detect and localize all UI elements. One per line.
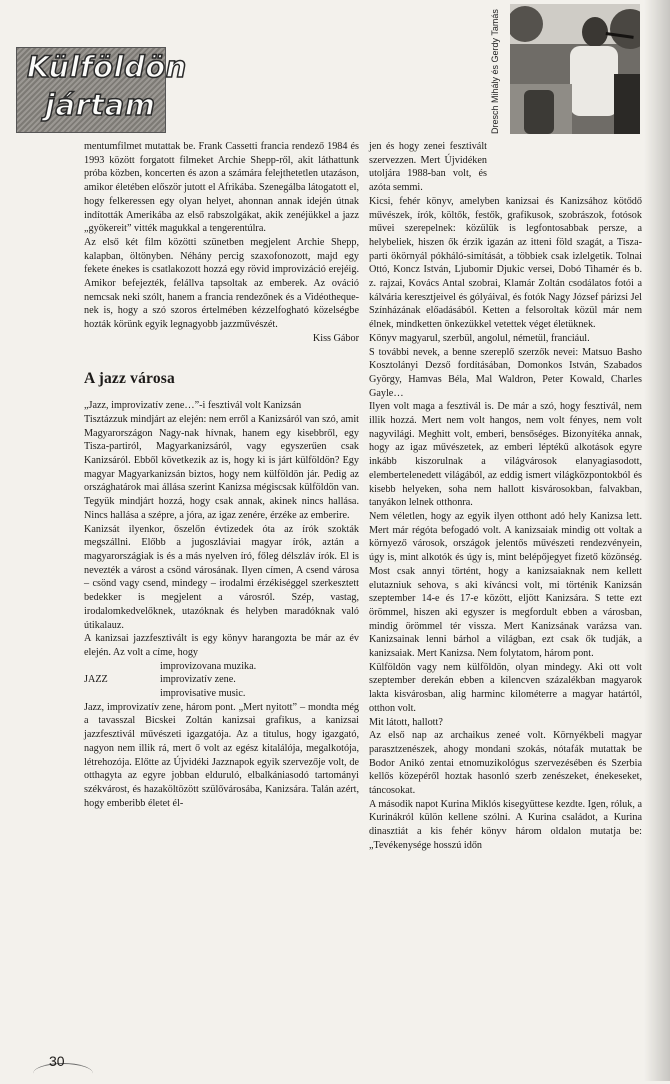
- poem-block: [84, 660, 359, 701]
- paragraph: Kanizsát ilyenkor, őszelőn évtizedek óta az írók szokták megszállni. Előbb a jugoszláviai magyar írók, aztán a magyarországiak is és a más nyelven író, főleg délszláv írók. El is nevezték a várost a csönd városának. Ilyen címen, A csend városa – csönd vagy csend, mindegy – irodalmi érzékiséggel szerkesztett bedekker is megjelent a városról. Szép, vastag, irodalomkedvelőknek, utazóknak és helyben maradóknak való útikalauz.: [84, 523, 359, 631]
- paragraph: Kicsi, fehér könyv, amelyben kanizsai és Kanizsához kötődő művészek, írók, költők, festők, grafikusok, szobrászok, fotósok művei szerepelnek: közülük is legfontosabbak persze, a helybeliek, hiszen ők érzik igazán az itteni föld szagát, a Tisza-parti ökörnyál pókháló-simítását, a többiek csak izlelgetik. Tolnai Ottó, Koncz István, Ljubomir Djukic versei, Dobó Tihamér és b. z. rajzai, Kovács Antal szobrai, Klamár Zoltán csodálatos fotói a kálvária keresztjeivel és gólyáival, és fotók Nagy József párizsi Jel Színházának előadásából. Ketten a felsoroltak közül már nem élnek, mindketten önkezükkel vetettek véget életüknek.: [369, 195, 642, 331]
- paragraph: A kanizsai jazzfesztivált is egy könyv harangozta be már az év elején. Az volt a címe, hogy: [84, 633, 359, 658]
- paragraph: A második napot Kurina Miklós kisegyüttese kezdte. Igen, róluk, a Kurinákról külön kellene szólni. A Kurina családot, a Kurina dinasztiát a kis fehér könyv három oldalon mutatja be: „Tevékenysége hosszú időn: [369, 798, 642, 851]
- left-column: [84, 140, 359, 810]
- photo-illustration: [510, 4, 640, 134]
- logo-text-line2: jártam: [45, 88, 156, 122]
- paragraph: Mit látott, hallott?: [369, 716, 443, 728]
- right-column: [369, 140, 642, 853]
- poem-line: improvizatív zene.: [160, 674, 236, 686]
- page-number: 30: [49, 1053, 65, 1069]
- poem-line: improvizovana muzika.: [160, 660, 257, 672]
- paragraph: Nem véletlen, hogy az egyik ilyen otthont adó hely Kanizsa lett. Mert már régóta befogadó volt. A kanizsaiak mindig ott voltak a környező városok, országok jelentős művészeti rendezvényein, úgy is, mint alkotók és úgy is, mint belépőjegyet fizető közönség. Most csak annyi történt, hogy a kanizsaiaknak nem kellett elutazniuk sehova, s aki kíváncsi volt, mi történik Kanizsán szeptember 14-e és 17-e között, eljött Kanizsára. S tette ezt örömmel, hiszen aki egyszer is megfordult ebben a városban, mindig örömmel tér vissza. Mert Kanizsának varázsa van. Kanizsainak lenni bárhol a világban, ezt csak ők tudják, a kanizsaiak. Mert Kanizsa. Nem folytatom, három pont.: [369, 510, 642, 660]
- photo-credit: Dresch Mihály és Gerdy Tamás: [490, 9, 500, 134]
- musician-photo: [510, 4, 640, 134]
- poem-line-row: [84, 673, 359, 687]
- page-edge-shadow: [644, 0, 670, 1081]
- poem-jazz-label: JAZZ: [84, 674, 108, 686]
- paragraph: Ilyen volt maga a fesztivál is. De már a szó, hogy fesztivál, nem illik hozzá. Mert nem volt hangos, nem volt fényes, nem volt nagyvilági. Meghitt volt, emberi, bensőséges. Bizonyítéka annak, hogy az igaz művészetek, az emberi léptékű alkotások egyre inkább kiszorulnak a világvárosok elanyagiasodott, elembertelenedett világából, az eddig ismert világközpontokból és kisebb helyeken, soha nem hallott kisvárosokban, falvakban, tanyákon lelnek otthonra.: [369, 401, 642, 509]
- paragraph: S további nevek, a benne szereplő szerzők nevei: Matsuo Basho Kosztolányi Dezső fordításában, Domonkos István, Szabados György, Hamvas Béla, Mal Waldron, Peter Kowald, Charles Gayle…: [369, 346, 642, 399]
- paragraph: Könyv magyarul, szerbül, angolul, németül, franciául.: [369, 332, 590, 344]
- author-signature: Kiss Gábor: [312, 332, 359, 344]
- poem-line: improvisative music.: [160, 688, 246, 700]
- paragraph: Az első nap az archaikus zeneé volt. Környékbeli magyar parasztzenészek, ahogy mondani szokás, nótafák mutattak be Bodor Anikó zentai etnomuzikológus szervezésében és Szerbia kellős közepéről hoztak hasonló szerb zenészeket, énekeseket, táncosokat.: [369, 730, 642, 797]
- article-title: A jazz városa: [84, 369, 175, 387]
- article-subtitle: „Jazz, improvizatív zene…”-i fesztivál volt Kanizsán: [84, 400, 302, 412]
- paragraph: mentumfilmet mutattak be. Frank Cassetti francia rendező 1984 és 1993 között forgatott filmeket Archie Shepp-ről, akit láthattunk próba közben, koncerten és azon a számára felejthetetlen utazáson, amikor életében először jutott el Afrikába. Szenegálba látogatott el, hogy felkeressen egy olyan helyet, ahonnan annak idején útnak indították Amerikába az első rabszolgákat, akik zenéjükkel a jazz „gyökereit” vitték magukkal a tengerentúlra.: [84, 141, 359, 235]
- paragraph: Az első két film közötti szünetben megjelent Archie Shepp, kalapban, öltönyben. Néhány percig szaxofonozott, majd egy fekete énekes is csatlakozott hozzá egy rövid improvizáció erejéig. Amikor befejezték, felállva tapsoltak az emberek. Az ováció nemcsak neki szólt, hanem a francia rendezőnek és a Vidéotheque-nek is, hogy a szó szoros értelmében kézzelfogható közelségbe hozták körünk egyik legnagyobb jazzművészét.: [84, 236, 359, 331]
- paragraph: jen és hogy zenei fesztivált szervezzen. Mert Újvidéken utoljára 1988-ban volt, és azóta semmi.: [369, 141, 487, 194]
- section-logo: [16, 47, 187, 133]
- paragraph: Külföldön vagy nem külföldön, olyan mindegy. Aki ott volt szeptember derekán ebben a kilencven százalékban magyarok lakta kisvárosban, alig harminc kilométerre a magyar határtól, otthon volt.: [369, 661, 642, 714]
- logo-text-line1: Külföldön: [27, 50, 187, 84]
- paragraph: Jazz, improvizatív zene, három pont. „Mert nyitott” – mondta még a tavasszal Bicskei Zoltán kanizsai grafikus, a kanizsai jazzfesztivál művészeti igazgatója. Az a titulus, hogy igazgató, nagyon nem illik rá, mert ő volt az egész kitalálója, megalkotója, létrehozója. Előtte az Újvidéki Jazznapok egyik szervezője volt, de otthagyta az egyre jobban elduruló, elbalkániasodó tartományi székvárost, és hazaköltözött szülővárosába, Kanizsára. Talán azért, hogy emberibb életet él-: [84, 701, 359, 809]
- paragraph: Tisztázzuk mindjárt az elején: nem erről a Kanizsáról van szó, amit Magyarországon Nagy-nak hívnak, hanem egy kisebbről, egy Tisza-partiról, Magyarkanizsáról, vagy egyszerűen csak Kanizsáról. Ebből következik az is, hogy ki is járt külföldön? Egy magyar Magyarkanizsán biztos, hogy nem külföldön jár. Pedig az országhatárok mai állása szerint Kanizsa mégiscsak külföldön van. Tegyük mindjárt hozzá, hogy csak annak, akinek nincs hallása. Nincs hallása a szépre, a jóra, az igaz zenére, érzéke az emberire.: [84, 413, 359, 521]
